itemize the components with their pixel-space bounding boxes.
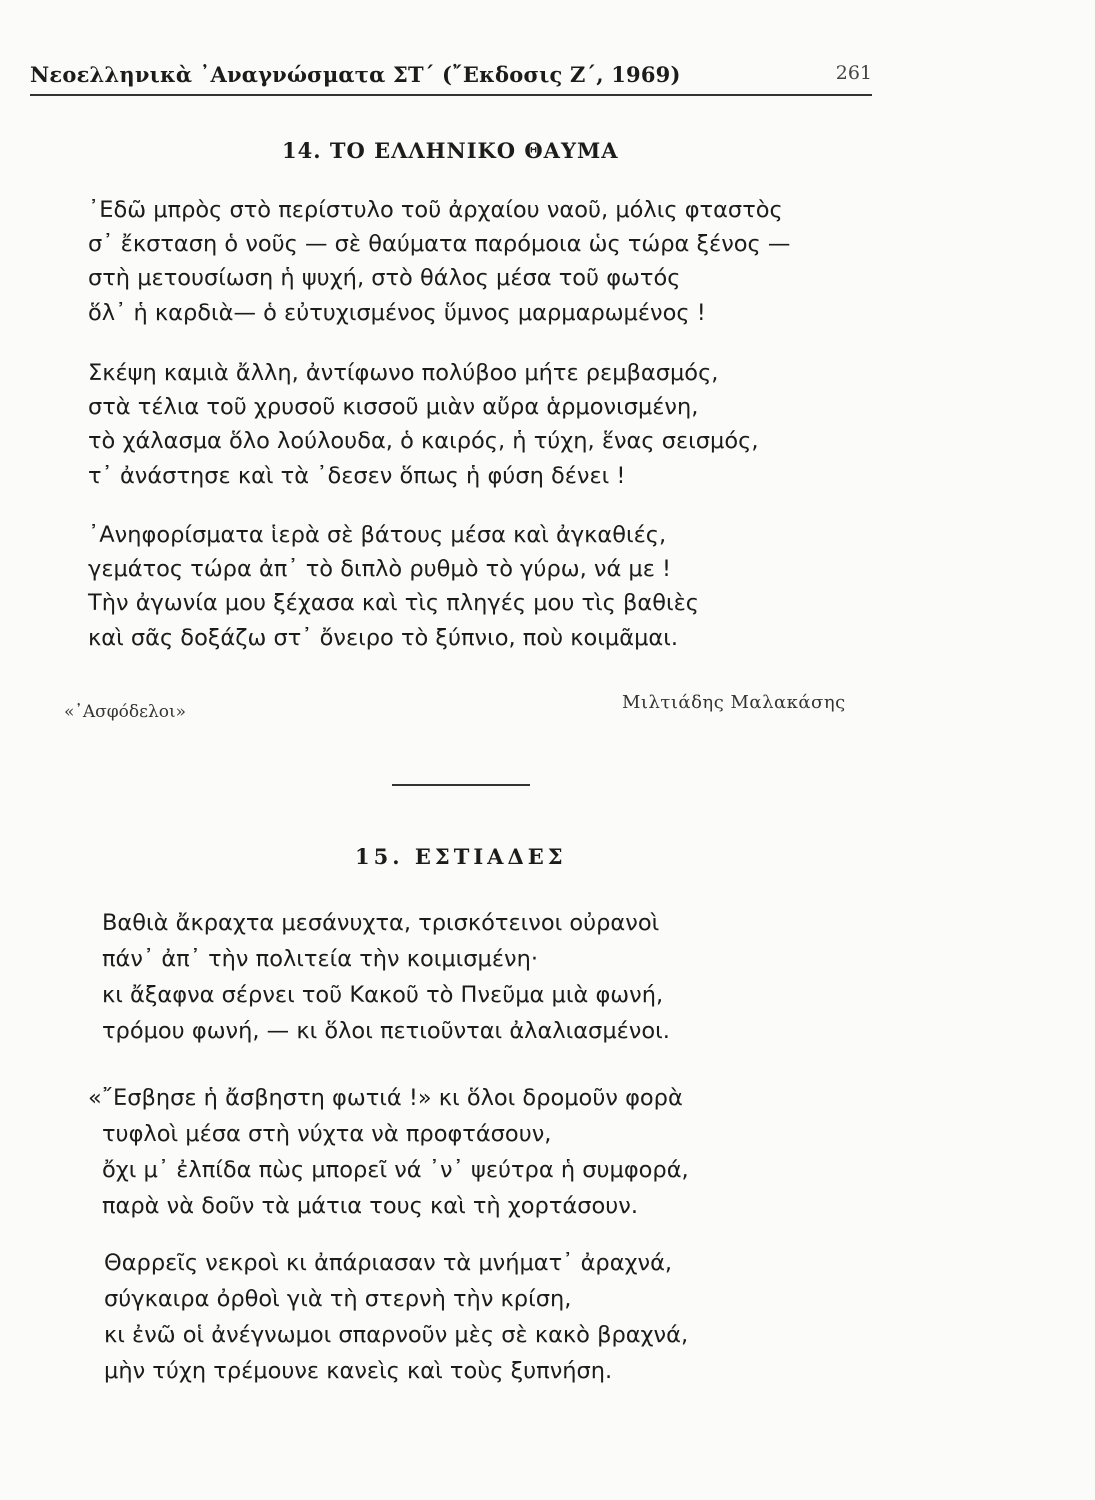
verse-line: καὶ σᾶς δοξάζω στ᾿ ὄνειρο τὸ ξύπνιο, ποὺ κοιμᾶμαι. xyxy=(88,625,678,651)
verse-line: ᾿Ανηφορίσματα ἱερὰ σὲ βάτους μέσα καὶ ἀγκαθιές, xyxy=(88,522,667,548)
verse-line: κι ἐνῶ οἱ ἀνέγνωμοι σπαρνοῦν μὲς σὲ κακὸ βραχνά, xyxy=(104,1322,689,1348)
verse-line: Σκέψη καμιὰ ἄλλη, ἀντίφωνο πολύβοο μήτε ρεμβασμός, xyxy=(88,360,719,386)
verse-line: ὄχι μ᾿ ἐλπίδα πὼς μπορεῖ νά ᾿ν᾿ ψεύτρα ἡ συμφορά, xyxy=(102,1157,689,1183)
verse-line: τρόμου φωνή, — κι ὅλοι πετιοῦνται ἀλαλιασμένοι. xyxy=(102,1018,670,1044)
verse-line: σ᾿ ἔκσταση ὁ νοῦς — σὲ θαύματα παρόμοια ὡς τώρα ξένος — xyxy=(88,231,791,257)
poem-title: 15. ΕΣΤΙΑΔΕΣ xyxy=(355,844,567,869)
verse-line: στὰ τέλια τοῦ χρυσοῦ κισσοῦ μιὰν αὔρα ἁρμονισμένη, xyxy=(88,394,699,420)
verse-line: Βαθιὰ ἄκραχτα μεσάνυχτα, τρισκότεινοι οὐρανοὶ xyxy=(102,910,660,936)
poem-source: «᾿Ασφόδελοι» xyxy=(64,702,187,722)
verse-line: πάν᾿ ἀπ᾿ τὴν πολιτεία τὴν κοιμισμένη· xyxy=(102,946,539,972)
page-number: 261 xyxy=(835,62,872,84)
header-rule xyxy=(30,94,872,96)
verse-line: τυφλοὶ μέσα στὴ νύχτα νὰ προφτάσουν, xyxy=(102,1121,552,1147)
verse-line: κι ἄξαφνα σέρνει τοῦ Κακοῦ τὸ Πνεῦμα μιὰ φωνή, xyxy=(102,982,664,1008)
verse-line: μὴν τύχη τρέμουνε κανεὶς καὶ τοὺς ξυπνήση. xyxy=(104,1358,613,1384)
verse-line: τὸ χάλασμα ὅλο λούλουδα, ὁ καιρός, ἡ τύχη, ἕνας σεισμός, xyxy=(88,428,759,454)
verse-line: ᾿Εδῶ μπρὸς στὸ περίστυλο τοῦ ἀρχαίου ναοῦ, μόλις φταστὸς xyxy=(88,197,783,223)
book-title: Νεοελληνικὰ ᾿Αναγνώσματα ΣΤ΄ (῎Εκδοσις Ζ΄, 1969) xyxy=(30,62,681,87)
verse-line: στὴ μετουσίωση ἡ ψυχή, στὸ θάλος μέσα τοῦ φωτός xyxy=(88,265,681,291)
verse-line: γεμάτος τώρα ἀπ᾿ τὸ διπλὸ ρυθμὸ τὸ γύρω, νά με ! xyxy=(88,556,672,582)
section-divider xyxy=(392,784,530,786)
verse-line: παρὰ νὰ δοῦν τὰ μάτια τους καὶ τὴ χορτάσουν. xyxy=(102,1193,638,1219)
verse-line: τ᾿ ἀνάστησε καὶ τὰ ᾿δεσεν ὅπως ἡ φύση δένει ! xyxy=(88,463,626,489)
running-header xyxy=(30,62,872,98)
verse-line: «῎Εσβησε ἡ ἄσβηστη φωτιά !» κι ὅλοι δρομοῦν φορὰ xyxy=(88,1085,683,1111)
verse-line: σύγκαιρα ὀρθοὶ γιὰ τὴ στερνὴ τὴν κρίση, xyxy=(104,1286,572,1312)
poem-title: 14. ΤΟ ΕΛΛΗΝΙΚΟ ΘΑΥΜΑ xyxy=(282,138,619,163)
verse-line: Τὴν ἀγωνία μου ξέχασα καὶ τὶς πληγές μου τὶς βαθιὲς xyxy=(88,590,699,616)
verse-line: ὅλ᾿ ἡ καρδιὰ— ὁ εὐτυχισμένος ὕμνος μαρμαρωμένος ! xyxy=(88,300,706,326)
poem-author: Μιλτιάδης Μαλακάσης xyxy=(622,692,846,713)
verse-line: Θαρρεῖς νεκροὶ κι ἀπάριασαν τὰ μνήματ᾿ ἀραχνά, xyxy=(104,1250,673,1276)
